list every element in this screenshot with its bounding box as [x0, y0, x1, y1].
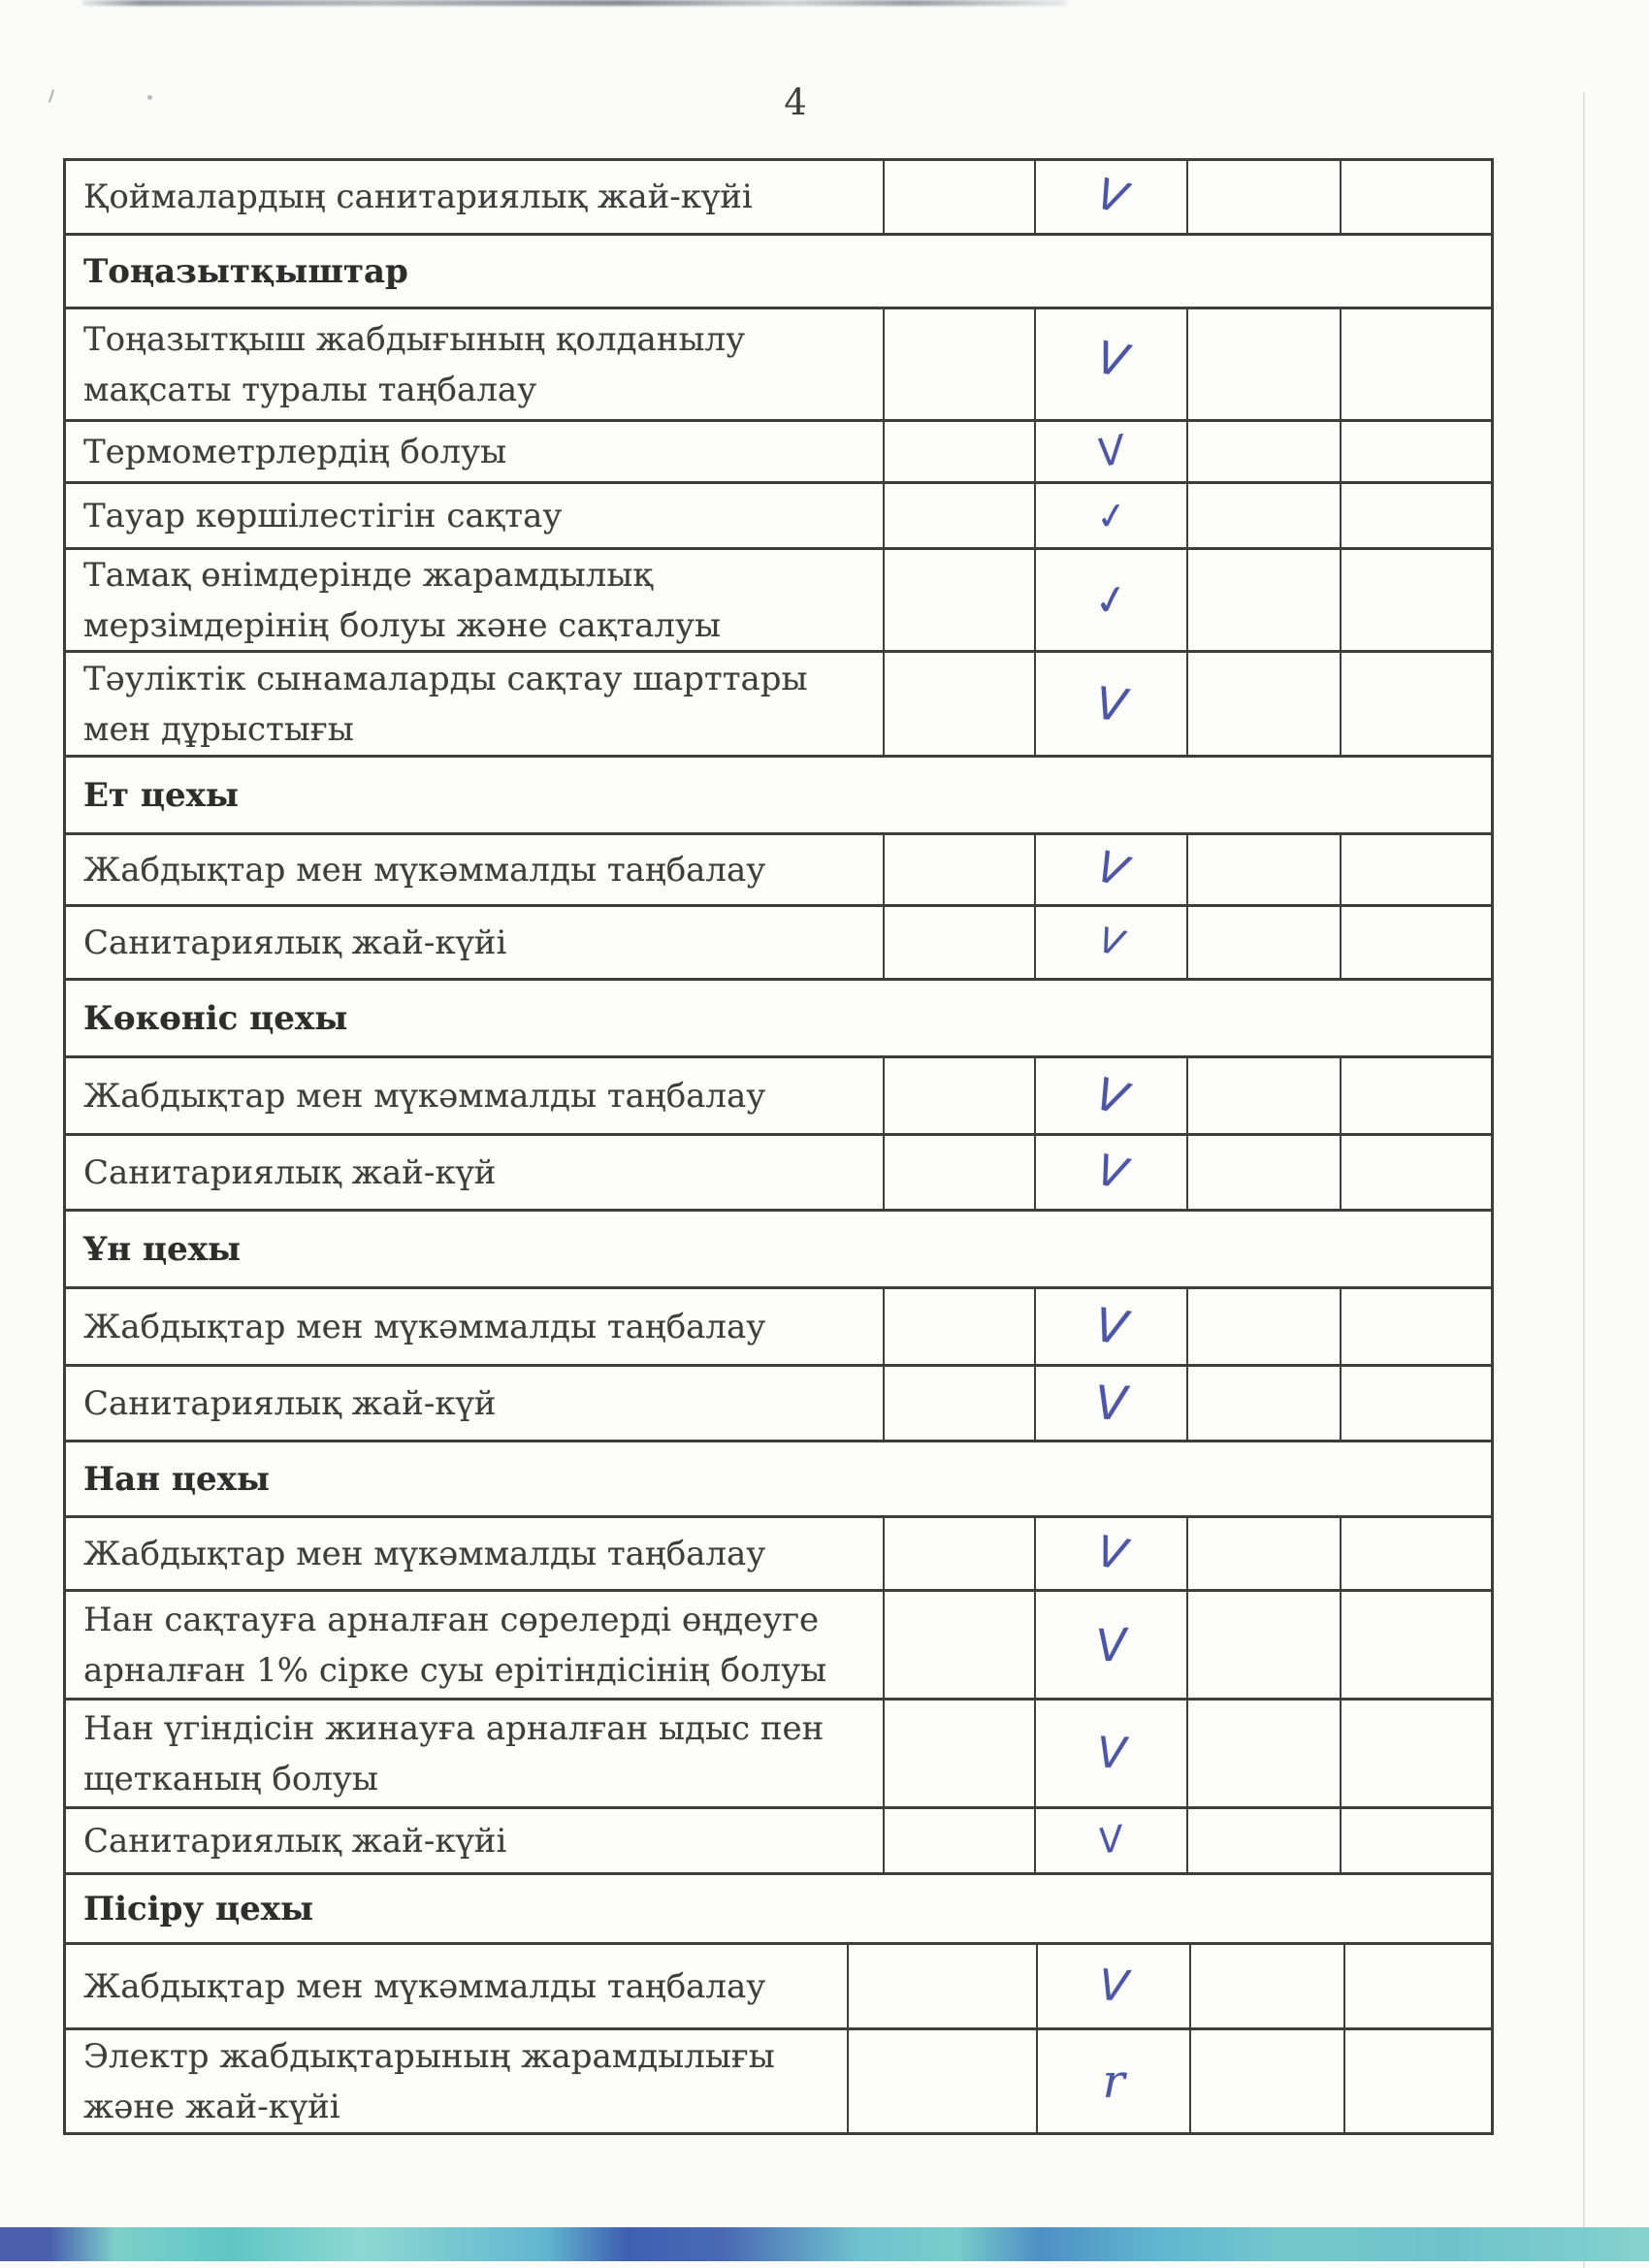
item-label: Қоймалардың санитариялық жай-күйі — [83, 178, 753, 216]
empty-cell — [1189, 1945, 1342, 2027]
section-title: Көкөніс цехы — [83, 998, 348, 1038]
checklist-item-row — [66, 650, 1491, 755]
item-label: Жабдықтар мен мүкәммалды таңбалау — [83, 850, 766, 890]
item-label: Нан үгіндісін жинауға арналған ыдыс пен щетканың болуы — [83, 1708, 824, 1798]
empty-cell — [1186, 653, 1339, 755]
check-cell — [1034, 1289, 1186, 1364]
handwritten-checkmark: V — [1095, 920, 1128, 964]
handwritten-checkmark: ✓ — [1089, 572, 1133, 627]
empty-cell — [883, 1809, 1034, 1872]
empty-cell — [883, 1592, 1034, 1698]
check-cell — [1034, 653, 1186, 755]
handwritten-checkmark: V — [1097, 1960, 1130, 2012]
section-title: Нан цехы — [83, 1459, 270, 1499]
empty-cell — [1186, 1136, 1339, 1209]
handwritten-checkmark: V — [1092, 1526, 1130, 1580]
empty-cell — [1186, 835, 1339, 904]
scan-artifact-slash — [48, 89, 54, 103]
scan-artifact-line — [1583, 92, 1585, 2268]
item-label: Тоңазытқыш жабдығының қолданылу мақсаты туралы таңбалау — [83, 319, 746, 409]
empty-cell — [1186, 1289, 1339, 1364]
handwritten-checkmark: V — [1095, 1818, 1127, 1863]
empty-cell — [1340, 161, 1491, 233]
item-label: Термометрлердің болуы — [83, 432, 507, 471]
item-label: Жабдықтар мен мүкәммалды таңбалау — [83, 1534, 766, 1573]
empty-cell — [1186, 484, 1339, 547]
check-cell — [1034, 422, 1186, 481]
checklist-item-row — [66, 419, 1491, 481]
empty-cell — [1186, 907, 1339, 978]
section-header-row — [66, 1872, 1491, 1942]
inspection-checklist-table — [63, 158, 1494, 2135]
empty-cell — [1340, 1058, 1491, 1133]
empty-cell — [1340, 1701, 1491, 1806]
checklist-item-row — [66, 1055, 1491, 1133]
handwritten-checkmark: V — [1090, 841, 1133, 897]
checklist-item-row — [66, 1515, 1491, 1589]
handwritten-checkmark: V — [1091, 1297, 1131, 1356]
empty-cell — [883, 1289, 1034, 1364]
page-number: 4 — [784, 81, 807, 123]
handwritten-checkmark: V — [1094, 1375, 1129, 1432]
checklist-item-row — [66, 307, 1491, 419]
item-label: Жабдықтар мен мүкәммалды таңбалау — [83, 1307, 766, 1346]
empty-cell — [883, 907, 1034, 978]
scanner-color-strip — [0, 2227, 1649, 2261]
empty-cell — [883, 1701, 1034, 1806]
handwritten-checkmark: V — [1090, 169, 1132, 224]
check-cell — [1034, 484, 1186, 547]
section-title: Тоңазытқыштар — [83, 251, 408, 291]
item-label: Санитариялық жай-күйі — [83, 923, 507, 962]
checklist-item-row — [66, 1698, 1491, 1806]
item-label: Тауар көршілестігін сақтау — [83, 496, 563, 535]
empty-cell — [1340, 1367, 1491, 1440]
empty-cell — [1340, 1518, 1491, 1589]
handwritten-checkmark: V — [1091, 1144, 1131, 1200]
empty-cell — [883, 550, 1034, 650]
check-cell — [1034, 1809, 1186, 1872]
empty-cell — [1340, 1289, 1491, 1364]
empty-cell — [847, 1945, 1036, 2027]
empty-cell — [847, 2030, 1036, 2132]
empty-cell — [1340, 309, 1491, 419]
empty-cell — [1340, 1136, 1491, 1209]
empty-cell — [883, 1058, 1034, 1133]
section-header-row — [66, 1209, 1491, 1286]
section-header-row — [66, 755, 1491, 832]
check-cell — [1034, 161, 1186, 233]
empty-cell — [883, 484, 1034, 547]
handwritten-checkmark: ✓ — [1092, 492, 1130, 539]
handwritten-checkmark: V — [1092, 330, 1132, 387]
empty-cell — [1340, 550, 1491, 650]
checklist-item-row — [66, 1589, 1491, 1698]
checklist-item-row — [66, 2027, 1491, 2132]
handwritten-checkmark: V — [1095, 1727, 1127, 1779]
empty-cell — [1343, 2030, 1491, 2132]
item-label: Санитариялық жай-күйі — [83, 1821, 507, 1861]
empty-cell — [1186, 1367, 1339, 1440]
empty-cell — [1340, 1592, 1491, 1698]
checklist-item-row — [66, 1286, 1491, 1364]
empty-cell — [883, 653, 1034, 755]
item-label: Жабдықтар мен мүкәммалды таңбалау — [83, 1966, 766, 2006]
checklist-item-row — [66, 904, 1491, 978]
item-label: Санитариялық жай-күй — [83, 1152, 497, 1192]
item-label: Тәуліктік сынамаларды сақтау шарттары мен дұрыстығы — [83, 659, 808, 749]
empty-cell — [1186, 1518, 1339, 1589]
handwritten-checkmark: r — [1102, 2054, 1125, 2109]
checklist-item-row — [66, 1364, 1491, 1440]
empty-cell — [883, 1518, 1034, 1589]
section-title: Ет цехы — [83, 775, 239, 815]
empty-cell — [883, 835, 1034, 904]
checklist-item-row — [66, 547, 1491, 650]
section-title: Пісіру цехы — [83, 1889, 314, 1928]
handwritten-checkmark: V — [1094, 1617, 1128, 1672]
empty-cell — [1186, 309, 1339, 419]
check-cell — [1034, 1058, 1186, 1133]
check-cell — [1034, 1518, 1186, 1589]
handwritten-checkmark: V — [1093, 427, 1129, 476]
check-cell — [1034, 550, 1186, 650]
checklist-item-row — [66, 481, 1491, 547]
item-label: Электр жабдықтарының жарамдылығы және жай-күйі — [83, 2036, 775, 2126]
item-label: Нан сақтауға арналған сөрелерді өңдеуге арналған 1% сірке суы ерітіндісінің болуы — [83, 1600, 827, 1690]
check-cell — [1034, 309, 1186, 419]
empty-cell — [1186, 1592, 1339, 1698]
empty-cell — [883, 309, 1034, 419]
empty-cell — [1343, 1945, 1491, 2027]
check-cell — [1034, 907, 1186, 978]
empty-cell — [1186, 550, 1339, 650]
checklist-item-row — [66, 832, 1491, 904]
empty-cell — [1186, 161, 1339, 233]
check-cell — [1036, 1945, 1189, 2027]
check-cell — [1034, 1701, 1186, 1806]
empty-cell — [1186, 1058, 1339, 1133]
empty-cell — [1186, 1701, 1339, 1806]
empty-cell — [1340, 653, 1491, 755]
empty-cell — [883, 422, 1034, 481]
empty-cell — [883, 1367, 1034, 1440]
empty-cell — [1340, 907, 1491, 978]
check-cell — [1034, 835, 1186, 904]
section-header-row — [66, 978, 1491, 1055]
checklist-item-row — [66, 1942, 1491, 2027]
empty-cell — [1186, 422, 1339, 481]
section-header-row — [66, 1440, 1491, 1515]
empty-cell — [883, 161, 1034, 233]
checklist-item-row — [66, 1806, 1491, 1872]
handwritten-checkmark: V — [1089, 1066, 1133, 1125]
item-label: Жабдықтар мен мүкәммалды таңбалау — [83, 1076, 766, 1116]
section-title: Ұн цехы — [83, 1229, 242, 1269]
check-cell — [1036, 2030, 1189, 2132]
scan-edge-smudge — [82, 0, 1067, 6]
empty-cell — [1340, 1809, 1491, 1872]
empty-cell — [1340, 484, 1491, 547]
handwritten-checkmark: V — [1093, 676, 1130, 731]
check-cell — [1034, 1367, 1186, 1440]
empty-cell — [1189, 2030, 1342, 2132]
scan-artifact-dot — [147, 95, 152, 100]
empty-cell — [1340, 835, 1491, 904]
section-header-row — [66, 233, 1491, 307]
empty-cell — [1340, 422, 1491, 481]
checklist-item-row — [66, 1133, 1491, 1209]
check-cell — [1034, 1592, 1186, 1698]
item-label: Тамақ өнімдерінде жарамдылық мерзімдерінің болуы және сақталуы — [83, 555, 722, 645]
check-cell — [1034, 1136, 1186, 1209]
checklist-item-row — [66, 161, 1491, 233]
empty-cell — [883, 1136, 1034, 1209]
item-label: Санитариялық жай-күй — [83, 1383, 497, 1423]
empty-cell — [1186, 1809, 1339, 1872]
